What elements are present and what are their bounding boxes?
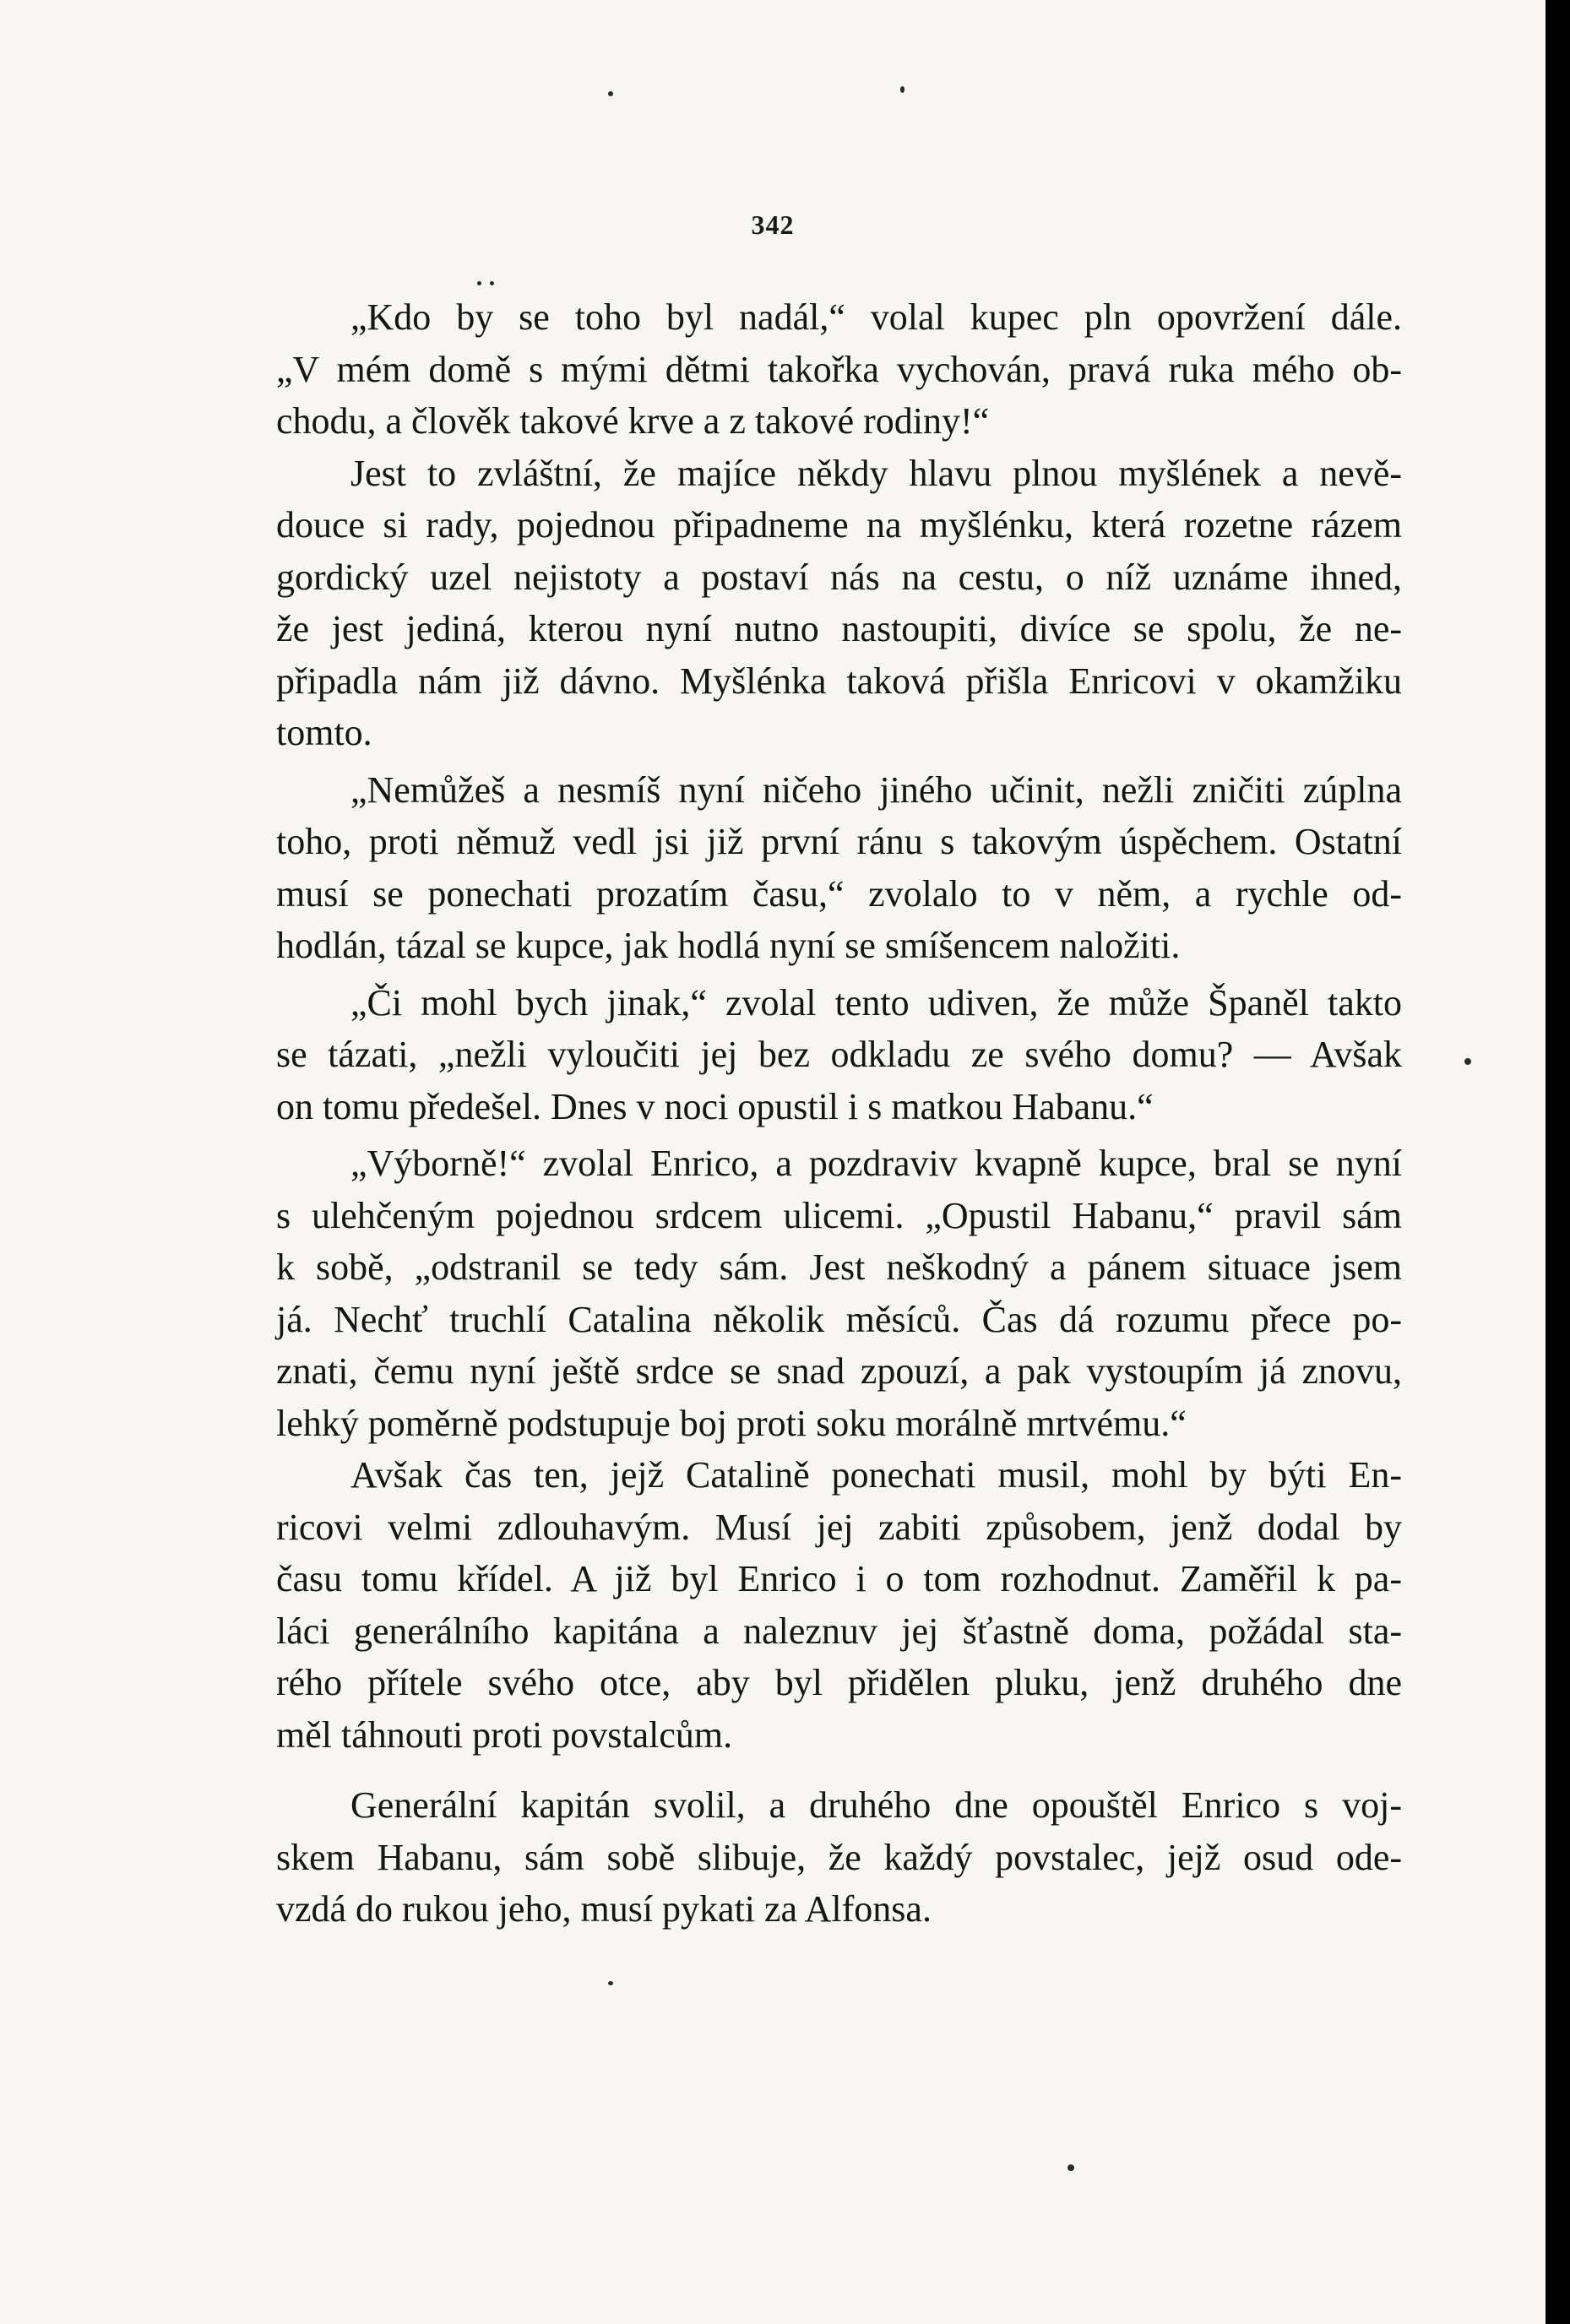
text-line: musí se ponechati prozatím času,“ zvolalo to v něm, a rychle od- [276,872,1402,915]
paragraph [276,977,1402,1133]
text-line: měl táhnouti proti povstalcům. [276,1713,733,1756]
text-line: on tomu předešel. Dnes v noci opustil i s matkou Habanu.“ [276,1085,1154,1127]
text-line: „Či mohl bych jinak,“ zvolal tento udiven, že může Španěl takto [350,981,1402,1024]
text-line: toho, proti němuž vedl jsi již první ránu s takovým úspěchem. Ostatní [276,821,1402,862]
scan-speck [608,91,613,96]
text-line: Avšak čas ten, jejž Catalině ponechati musil, mohl by býti En- [350,1454,1402,1496]
text-line: lehký poměrně podstupuje boj proti soku morálně mrtvému.“ [276,1402,1187,1444]
scan-border [1546,0,1570,2324]
text-line: douce si rady, pojednou připadneme na myšlénku, která rozetne rázem [276,504,1402,546]
text-line: připadla nám již dávno. Myšlénka taková přišla Enricovi v okamžiku [276,660,1402,702]
text-line: s ulehčeným pojednou srdcem ulicemi. „Opustil Habanu,“ pravil sám [276,1194,1402,1236]
text-line: „Kdo by se toho byl nadál,“ volal kupec pln opovržení dále. [350,296,1402,338]
text-line: chodu, a člověk takové krve a z takové rodiny!“ [276,400,990,442]
text-line: vzdá do rukou jeho, musí pykati za Alfonsa. [276,1888,932,1930]
text-line: času tomu křídel. A již byl Enrico i o tom rozhodnut. Zaměřil k pa- [276,1558,1402,1599]
text-line: skem Habanu, sám sobě slibuje, že každý povstalec, jejž osud ode- [276,1836,1402,1878]
scan-speck [1067,2164,1074,2171]
text-line: „Nemůžeš a nesmíš nyní ničeho jiného učinit, nežli zničiti zúplna [350,768,1402,811]
text-line: ricovi velmi zdlouhavým. Musí jej zabiti způsobem, jenž dodal by [276,1506,1402,1548]
scan-speck [1464,1058,1471,1065]
text-line: se tázati, „nežli vyloučiti jej bez odkladu ze svého domu? — Avšak [276,1034,1402,1075]
paragraph [276,291,1402,448]
text-line: hodlán, tázal se kupce, jak hodlá nyní se smíšencem naložiti. [276,925,1181,966]
text-line: „V mém domě s mými dětmi takořka vychován, pravá ruka mého ob- [276,348,1402,390]
paragraph [276,1449,1402,1761]
text-line: Jest to zvláštní, že majíce někdy hlavu plnou myšlének a nevě- [350,452,1402,494]
scan-speck [608,1981,613,1985]
paragraph [276,764,1402,972]
body-text [276,291,1402,1936]
scan-speck [490,281,494,285]
text-line: gordický uzel nejistoty a postaví nás na cestu, o níž uznáme ihned, [276,556,1402,598]
text-line: „Výborně!“ zvolal Enrico, a pozdraviv kvapně kupce, bral se nyní [350,1143,1402,1184]
scan-speck [900,86,905,93]
page-number: 342 [751,209,795,240]
paragraph [276,1779,1402,1936]
text-line: znati, čemu nyní ještě srdce se snad zpouzí, a pak vystoupím já znovu, [276,1350,1402,1392]
text-line: já. Nechť truchlí Catalina několik měsíců. Čas dá rozumu přece po- [276,1298,1402,1340]
text-line: Generální kapitán svolil, a druhého dne opouštěl Enrico s voj- [350,1784,1402,1826]
text-line: že jest jediná, kterou nyní nutno nastoupiti, divíce se spolu, že ne- [276,608,1402,649]
text-line: láci generálního kapitána a naleznuv jej šťastně doma, požádal sta- [276,1610,1402,1652]
paragraph [276,1138,1402,1449]
text-line: rého přítele svého otce, aby byl přidělen pluku, jenž druhého dne [276,1662,1402,1703]
paragraph [276,448,1402,759]
text-line: tomto. [276,712,372,753]
scan-speck [477,281,481,285]
text-line: k sobě, „odstranil se tedy sám. Jest neškodný a pánem situace jsem [276,1246,1402,1288]
